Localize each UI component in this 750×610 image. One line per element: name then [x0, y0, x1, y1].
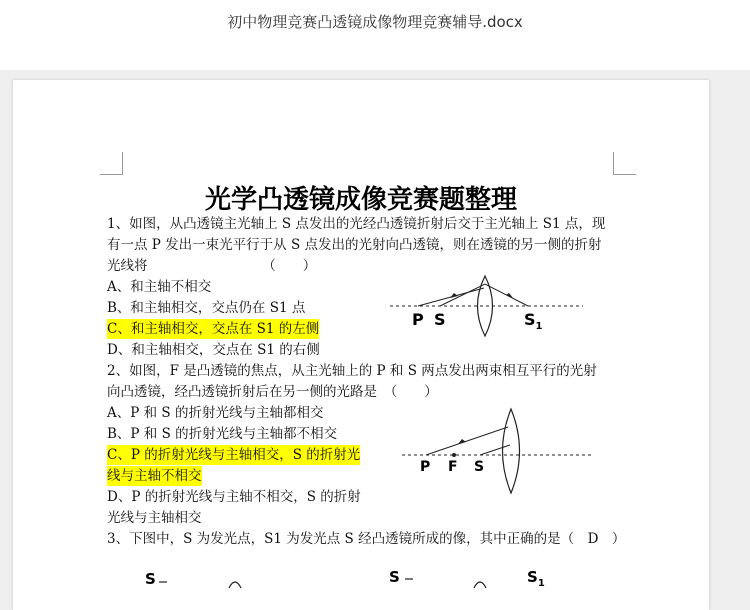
q2-label-s: S — [474, 459, 485, 475]
q2-label-p: P — [420, 459, 431, 475]
q3-label-s-a: S — [145, 570, 156, 588]
q1-option-a: A、和主轴不相交 — [107, 279, 212, 295]
q1-label-s1 — [524, 310, 543, 332]
q1-option-c-highlighted: C、和主轴相交，交点在 S1 的左侧 — [107, 321, 320, 337]
document-page[interactable] — [13, 80, 709, 610]
q2-ray-p — [426, 427, 508, 455]
q1-label-s1-sub: 1 — [535, 321, 543, 333]
q2-option-c-line1-highlighted: C、P 的折射光线与主轴相交，S 的折射光 — [107, 447, 361, 463]
q1-line1: 1、如图，从凸透镜主光轴上 S 点发出的光经凸透镜折射后交于主光轴上 S1 点，现 — [107, 216, 606, 232]
title-bar — [0, 0, 750, 70]
q2-lens-diagram — [398, 405, 598, 497]
margin-corner-right — [613, 152, 636, 175]
document-filename: 初中物理竞赛凸透镜成像物理竞赛辅导.docx — [227, 13, 523, 31]
q2-option-b: B、P 和 S 的折射光线与主轴都不相交 — [107, 426, 338, 442]
margin-corner-left — [100, 152, 123, 175]
q2-option-a: A、P 和 S 的折射光线与主轴都相交 — [107, 405, 324, 421]
q2-option-c-line2-highlighted: 线与主轴不相交 — [107, 468, 202, 484]
q3-svg — [143, 566, 593, 596]
q3-label-s1 — [527, 568, 545, 589]
q3-label-s1-main: S — [527, 568, 538, 586]
q2-ray-s — [480, 445, 510, 455]
q2-option-d-line2: 光线与主轴相交 — [107, 510, 202, 526]
q1-line2: 有一点 P 发出一束光平行于从 S 点发出的光射向凸透镜，则在透镜的另一侧的折射 — [107, 237, 602, 253]
q2-line2: 向凸透镜，经凸透镜折射后在另一侧的光路是 （ ） — [107, 384, 438, 400]
q1-convex-lens — [478, 276, 493, 336]
q3-label-s-b: S — [389, 568, 400, 586]
q2-convex-lens — [503, 409, 520, 493]
q1-label-p: P — [412, 310, 424, 329]
q1-option-b: B、和主轴相交，交点仍在 S1 点 — [107, 300, 306, 316]
q3-line1: 3、下图中，S 为发光点，S1 为发光点 S 经凸透镜所成的像，其中正确的是（ D ） — [107, 531, 626, 547]
document-title: 光学凸透镜成像竞赛题整理 — [204, 185, 517, 215]
q1-label-s1-main: S — [524, 310, 536, 329]
q2-label-f: F — [448, 459, 458, 475]
q3-label-s1-sub: 1 — [537, 578, 545, 589]
q3-diagrams-partial — [143, 566, 593, 596]
q3-lens-b-top — [474, 582, 486, 588]
q2-lens-svg — [398, 405, 598, 497]
q1-label-s: S — [434, 310, 446, 329]
q2-focus-point — [452, 453, 456, 457]
q2-line1: 2、如图，F 是凸透镜的焦点，从主光轴上的 P 和 S 两点发出两束相互平行的光射 — [107, 363, 597, 379]
q3-lens-a-top — [229, 582, 241, 588]
q2-arrow — [458, 439, 466, 444]
q1-line3: 光线将 （ ） — [107, 258, 317, 274]
q2-option-d-line1: D、P 的折射光线与主轴不相交，S 的折射 — [107, 489, 361, 505]
q1-option-d: D、和主轴相交，交点在 S1 的右侧 — [107, 342, 320, 358]
q1-lens-diagram — [388, 268, 588, 338]
